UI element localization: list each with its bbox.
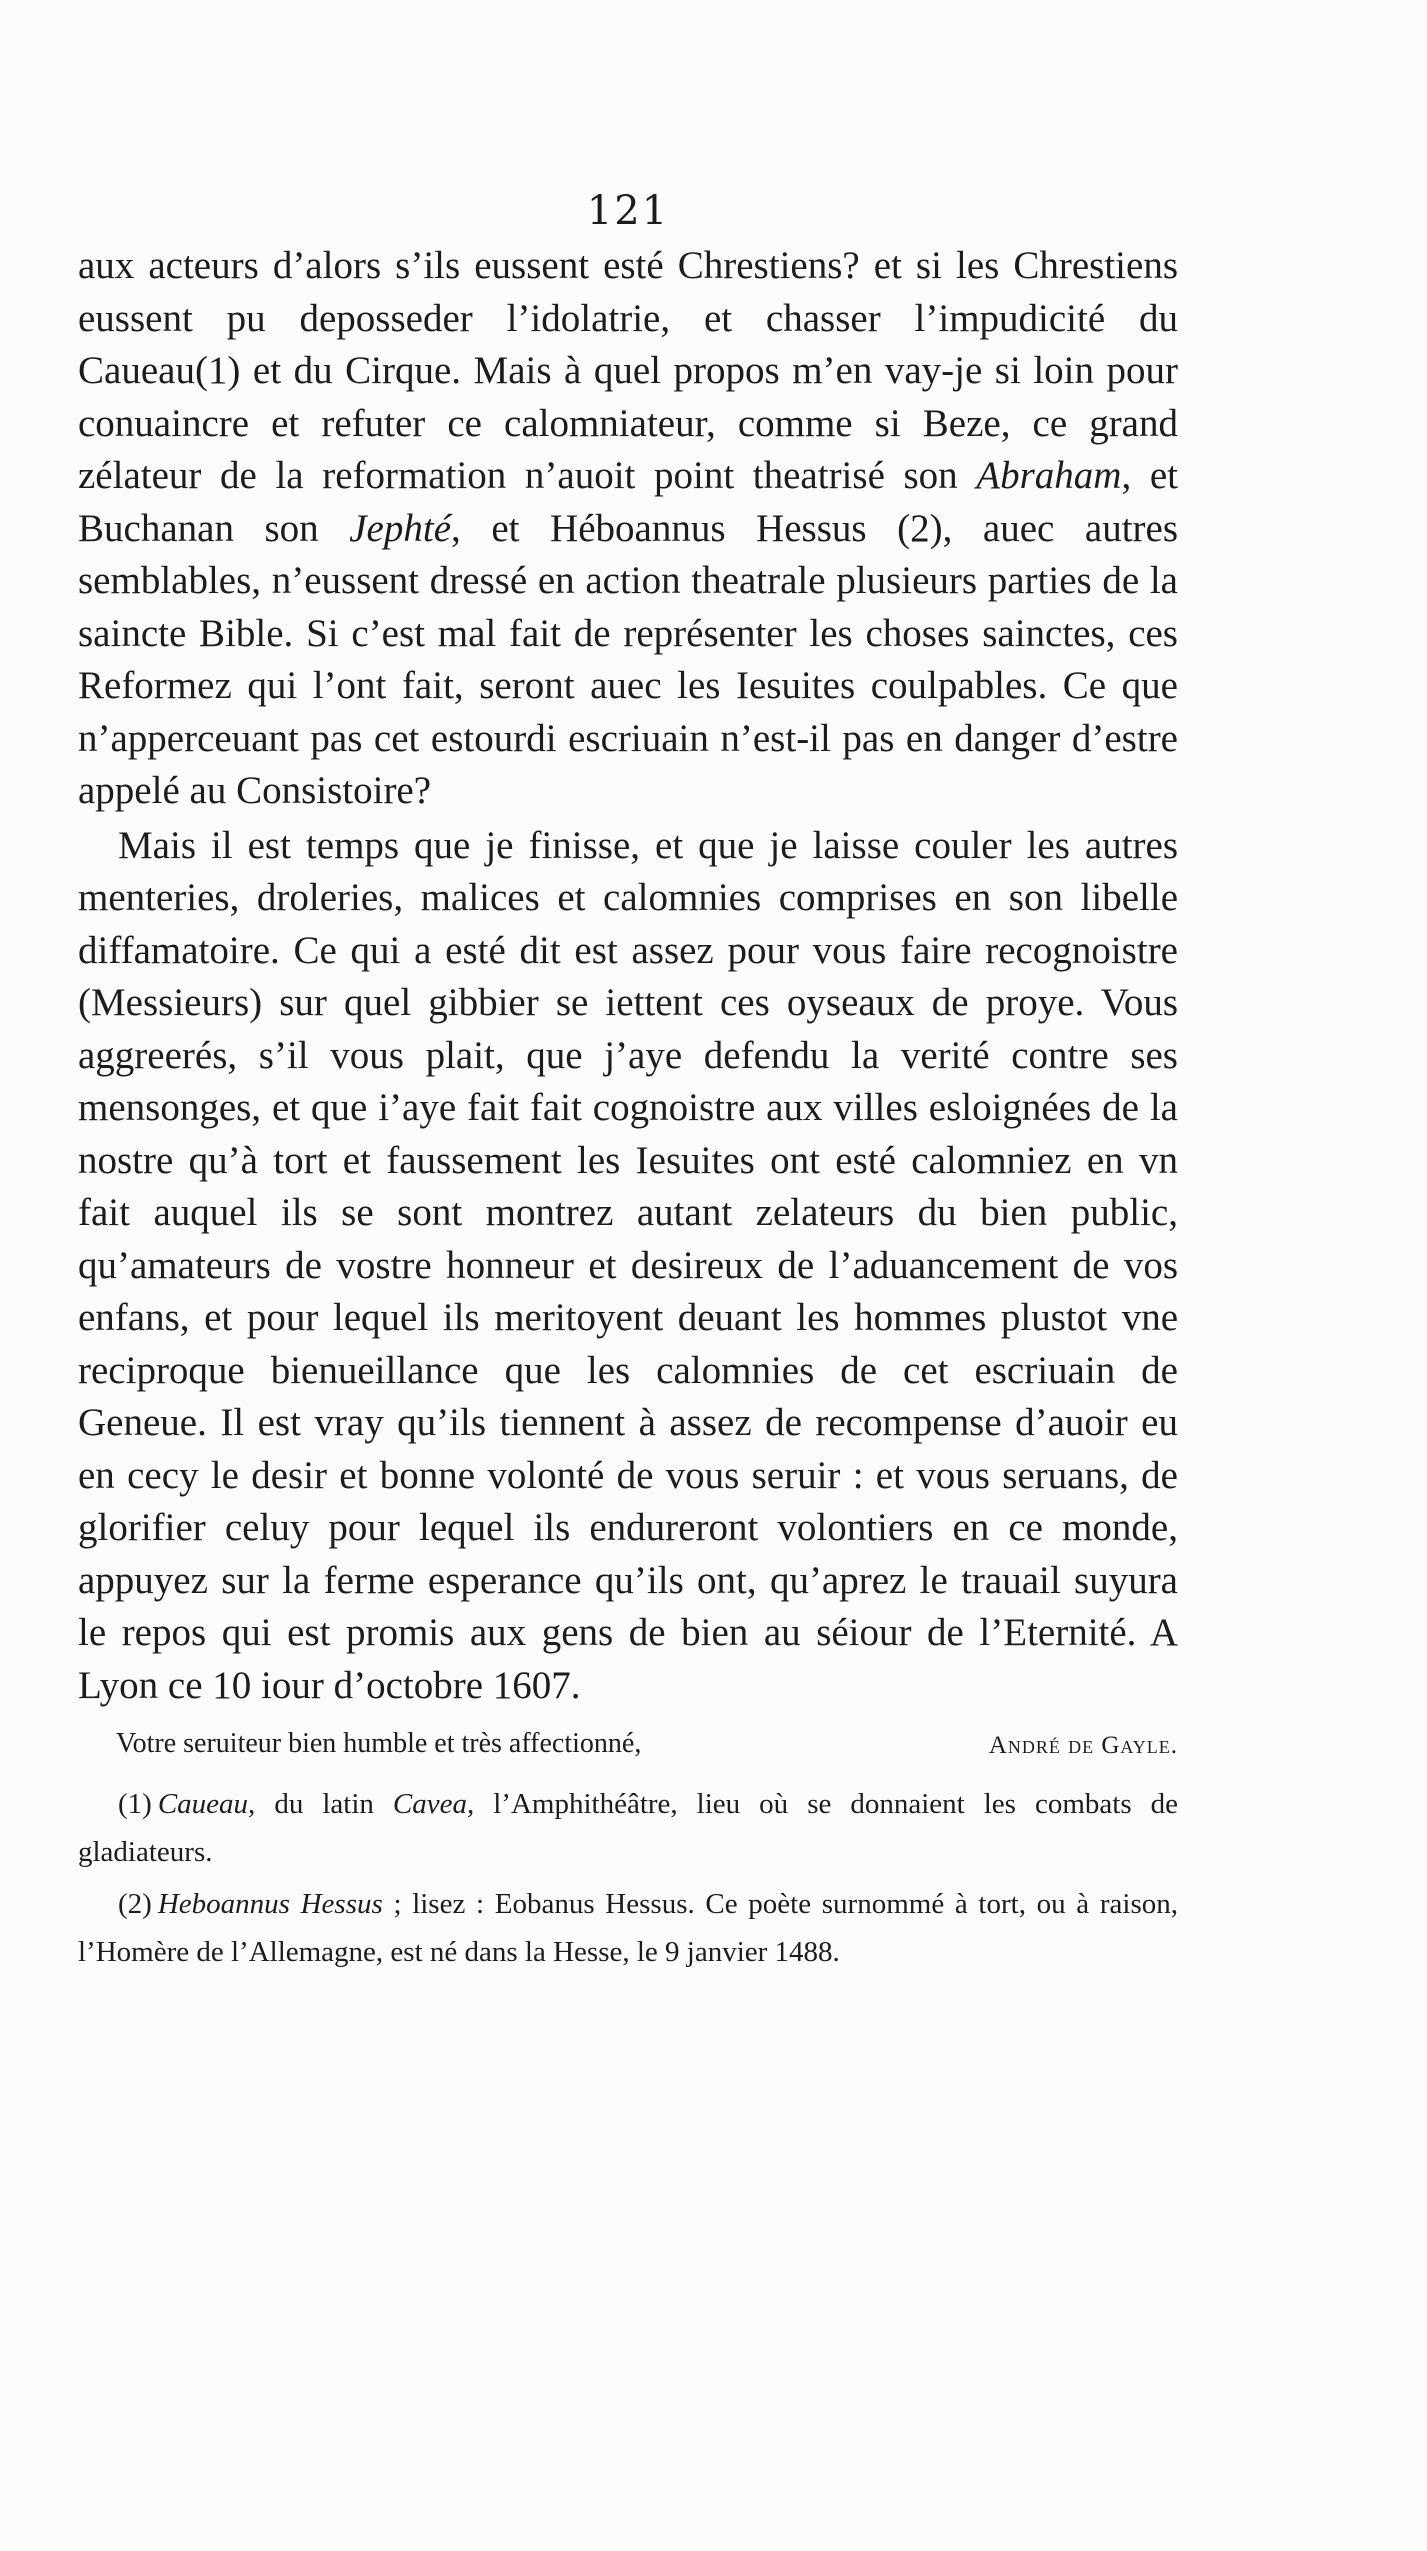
page-number: 121 xyxy=(586,188,670,234)
document-page xyxy=(78,188,1178,1980)
footnote-1 xyxy=(78,1780,1178,1876)
paragraph-1 xyxy=(78,240,1178,818)
paragraph-1-text-3: , et Héboannus Hessus (2), auec autres semblables, n’eussent dressé en action theatrale plusieurs parties de la saincte Bible. Si c’est mal fait de représenter les choses sainctes, ces Reformez qui l’ont fait, seront auec les Iesuites coulpables. Ce que n’apperceuant pas cet estourdi escriuain n’est-il pas en danger d’estre appelé au Consistoire? xyxy=(78,506,1179,812)
signoff-line xyxy=(78,1728,1178,1760)
footnote-1-text-2: , l’Amphithéâtre, lieu où se donnaient les combats de gladiateurs. xyxy=(78,1788,1178,1868)
footnote-2 xyxy=(78,1880,1178,1976)
paragraph-1-text-1: aux acteurs d’alors s’ils eussent esté Chrestiens? et si les Chrestiens eussent pu deposseder l’idolatrie, et chasser l’impudicité du Caueau(1) et du Cirque. Mais à quel propos m’en vay-je si loin pour conuaincre et refuter ce calomniateur, comme si Beze, ce grand zélateur de la reformation n’auoit point theatrisé son xyxy=(78,244,1178,497)
footnote-1-term: Caueau xyxy=(157,1788,249,1820)
footnote-1-text-1: , du latin xyxy=(248,1788,393,1820)
footnotes xyxy=(78,1780,1178,1976)
signature: André de Gayle. xyxy=(988,1732,1178,1759)
footnote-1-mark: (1) xyxy=(118,1788,152,1820)
footnote-2-mark: (2) xyxy=(118,1888,152,1920)
signoff-text: Votre seruiteur bien humble et très affectionné, xyxy=(116,1728,642,1759)
footnote-2-text: ; lisez : Eobanus Hessus. Ce poète surnommé à tort, ou à raison, l’Homère de l’Allemagne, est né dans la Hesse, le 9 janvier 1488. xyxy=(78,1888,1178,1968)
title-abraham: Abraham xyxy=(976,454,1122,497)
paragraph-2: Mais il est temps que je finisse, et que je laisse couler les autres menteries, droleries, malices et calomnies comprises en son libelle diffamatoire. Ce qui a esté dit est assez pour vous faire recognoistre (Messieurs) sur quel gibbier se iettent ces oyseaux de proye. Vous aggreerés, s’il vous plait, que j’aye defendu la verité contre ses mensonges, et que i’aye fait fait cognoistre aux villes esloignées de la nostre qu’à tort et faussement les Iesuites ont esté calomniez en vn fait auquel ils se sont montrez autant zelateurs du bien public, qu’amateurs de vostre honneur et desireux de l’aduancement de vos enfans, et pour lequel ils meritoyent deuant les hommes plustot vne reciproque bienueillance que les calomnies de cet escriuain de Geneue. Il est vray qu’ils tiennent à assez de recompense d’auoir eu en cecy le desir et bonne volonté de vous seruir : et vous seruans, de glorifier celuy pour lequel ils endureront volontiers en ce monde, appuyez sur la ferme esperance qu’ils ont, qu’aprez le trauail suyura le repos qui est promis aux gens de bien au séiour de l’Eternité. A Lyon ce 10 iour d’octobre 1607. xyxy=(78,823,1178,1707)
footnote-2-term: Heboannus Hessus xyxy=(157,1888,383,1920)
paragraph-1-text-2: , et Buchanan son xyxy=(78,454,1178,550)
title-jephte: Jephté xyxy=(349,506,452,550)
footnote-1-latin: Cavea xyxy=(392,1788,467,1820)
